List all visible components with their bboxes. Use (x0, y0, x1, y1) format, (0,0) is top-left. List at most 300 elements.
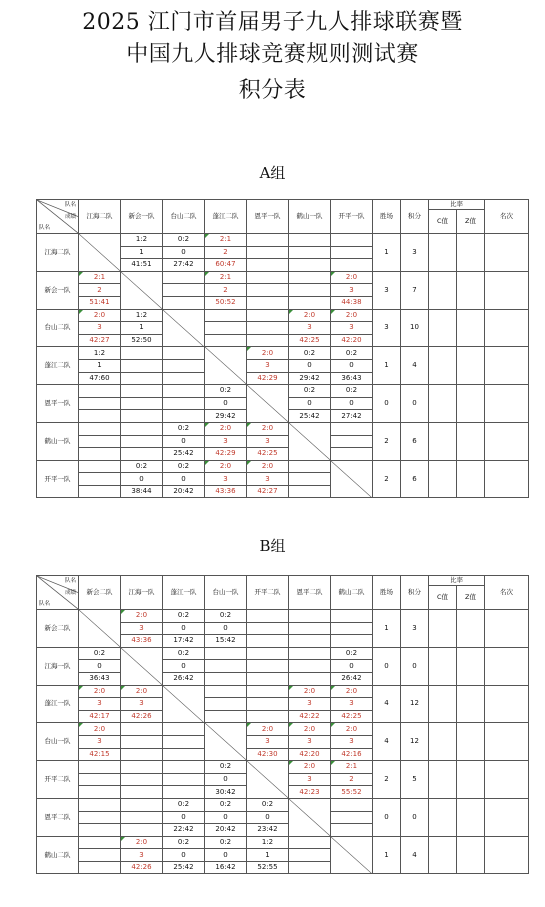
match-result-cell (289, 672, 331, 685)
wins-value: 4 (373, 723, 401, 761)
match-result-cell: 3 (289, 698, 331, 711)
match-result-cell (205, 672, 247, 685)
match-result-cell: 0 (205, 397, 247, 410)
rank-value (485, 761, 529, 799)
column-team-header: 新会二队 (79, 576, 121, 610)
table-row (37, 460, 529, 473)
match-result-cell: 17:42 (163, 635, 205, 648)
table-row (37, 798, 529, 811)
c-value (429, 347, 457, 385)
match-result-cell (289, 836, 331, 849)
match-result-cell: 41:51 (121, 259, 163, 272)
match-result-cell: 42:30 (247, 748, 289, 761)
match-result-cell: 2 (205, 246, 247, 259)
row-team-name: 鹤山一队 (37, 422, 79, 460)
match-result-cell: 1:2 (247, 836, 289, 849)
match-result-cell: 47:60 (79, 372, 121, 385)
table-row (37, 685, 529, 698)
match-result-cell: 2:0 (247, 422, 289, 435)
match-result-cell (289, 610, 331, 623)
match-result-cell: 0:2 (163, 798, 205, 811)
match-result-cell: 0:2 (121, 460, 163, 473)
match-result-cell (205, 647, 247, 660)
match-result-cell (163, 735, 205, 748)
page-title-line3: 积分表 (238, 78, 307, 103)
match-result-cell: 42:27 (247, 485, 289, 498)
match-result-cell: 0:2 (205, 385, 247, 398)
match-result-cell (247, 635, 289, 648)
match-result-cell (79, 836, 121, 849)
wins-value: 4 (373, 685, 401, 723)
match-result-cell (331, 234, 373, 247)
column-team-header: 台山二队 (163, 200, 205, 234)
match-result-cell: 3 (121, 698, 163, 711)
match-result-cell: 23:42 (247, 824, 289, 837)
match-result-cell (331, 610, 373, 623)
match-result-cell: 25:42 (289, 410, 331, 423)
match-result-cell: 2:0 (247, 723, 289, 736)
match-result-cell (121, 824, 163, 837)
match-result-cell: 0 (205, 773, 247, 786)
points-value: 12 (401, 685, 429, 723)
match-result-cell (205, 334, 247, 347)
match-result-cell: 3 (247, 435, 289, 448)
match-result-cell (247, 322, 289, 335)
match-result-cell: 0 (331, 359, 373, 372)
column-team-header: 江海一队 (121, 576, 163, 610)
match-result-cell: 27:42 (331, 410, 373, 423)
z-value (457, 836, 485, 874)
c-value (429, 385, 457, 423)
match-result-cell: 0 (121, 473, 163, 486)
corner-header (37, 576, 79, 610)
match-result-cell: 0 (79, 660, 121, 673)
match-result-cell (79, 773, 121, 786)
diagonal-cell (79, 234, 121, 272)
match-result-cell (79, 422, 121, 435)
match-result-cell: 1 (79, 359, 121, 372)
table-row (37, 836, 529, 849)
match-result-cell: 42:22 (289, 710, 331, 723)
match-result-cell (121, 372, 163, 385)
corner-team-label: 队名 (64, 578, 76, 584)
wins-value: 2 (373, 460, 401, 498)
wins-value: 3 (373, 271, 401, 309)
match-result-cell (121, 385, 163, 398)
wins-value: 0 (373, 798, 401, 836)
rank-value (485, 836, 529, 874)
match-result-cell: 42:29 (205, 448, 247, 461)
rank-value (485, 798, 529, 836)
match-result-cell: 2:1 (79, 271, 121, 284)
match-result-cell (163, 359, 205, 372)
column-team-header: 鹤山二队 (331, 576, 373, 610)
c-value (429, 610, 457, 648)
match-result-cell (247, 271, 289, 284)
match-result-cell (289, 485, 331, 498)
rank-value (485, 347, 529, 385)
match-result-cell (121, 435, 163, 448)
match-result-cell: 2:1 (205, 234, 247, 247)
z-value (457, 685, 485, 723)
match-result-cell: 2:0 (79, 723, 121, 736)
wins-value: 2 (373, 761, 401, 799)
match-result-cell (121, 748, 163, 761)
wins-header: 胜场 (373, 200, 401, 234)
match-result-cell: 2 (205, 284, 247, 297)
wins-value: 0 (373, 647, 401, 685)
points-value: 0 (401, 798, 429, 836)
match-result-cell: 42:20 (289, 748, 331, 761)
match-result-cell: 2:0 (79, 309, 121, 322)
c-value (429, 836, 457, 874)
match-result-cell (121, 786, 163, 799)
match-result-cell (79, 448, 121, 461)
match-result-cell: 0:2 (163, 422, 205, 435)
match-result-cell: 16:42 (205, 861, 247, 874)
match-result-cell: 0 (331, 397, 373, 410)
column-team-header: 开平二队 (247, 576, 289, 610)
match-result-cell (331, 435, 373, 448)
corner-team-label: 队名 (64, 202, 76, 208)
match-result-cell: 25:42 (163, 448, 205, 461)
match-result-cell (163, 385, 205, 398)
match-result-cell: 0:2 (205, 610, 247, 623)
match-result-cell: 1 (121, 322, 163, 335)
match-result-cell: 25:42 (163, 861, 205, 874)
match-result-cell (331, 635, 373, 648)
match-result-cell (289, 234, 331, 247)
match-result-cell: 42:25 (247, 448, 289, 461)
diagonal-cell (247, 385, 289, 423)
match-result-cell (79, 849, 121, 862)
match-result-cell (121, 422, 163, 435)
row-team-name: 恩平一队 (37, 385, 79, 423)
match-result-cell: 0 (331, 660, 373, 673)
match-result-cell: 0 (163, 811, 205, 824)
points-value: 3 (401, 234, 429, 272)
z-value-header: Z值 (457, 210, 485, 234)
c-value (429, 271, 457, 309)
rank-value (485, 685, 529, 723)
match-result-cell: 0 (163, 849, 205, 862)
wins-header: 胜场 (373, 576, 401, 610)
c-value (429, 309, 457, 347)
diagonal-cell (79, 610, 121, 648)
match-result-cell: 42:17 (79, 710, 121, 723)
match-result-cell (205, 685, 247, 698)
z-value (457, 234, 485, 272)
wins-value: 1 (373, 347, 401, 385)
match-result-cell: 3 (331, 735, 373, 748)
rank-value (485, 647, 529, 685)
table-row (37, 271, 529, 284)
match-result-cell: 0:2 (205, 836, 247, 849)
row-team-name: 台山一队 (37, 723, 79, 761)
match-result-cell: 38:44 (121, 485, 163, 498)
match-result-cell (121, 735, 163, 748)
match-result-cell: 2:0 (289, 761, 331, 774)
match-result-cell: 0:2 (163, 836, 205, 849)
match-result-cell: 3 (205, 435, 247, 448)
points-value: 5 (401, 761, 429, 799)
match-result-cell: 2:0 (121, 610, 163, 623)
z-value (457, 610, 485, 648)
row-team-name: 新会二队 (37, 610, 79, 648)
match-result-cell: 1 (121, 246, 163, 259)
points-value: 3 (401, 610, 429, 648)
group-b-heading: B组 (259, 537, 286, 555)
match-result-cell: 55:52 (331, 786, 373, 799)
match-result-cell: 43:36 (121, 635, 163, 648)
match-result-cell (163, 761, 205, 774)
c-value (429, 460, 457, 498)
match-result-cell (331, 259, 373, 272)
match-result-cell (247, 284, 289, 297)
c-value-header: C值 (429, 586, 457, 610)
match-result-cell: 2:0 (289, 309, 331, 322)
rank-value (485, 460, 529, 498)
match-result-cell (331, 448, 373, 461)
match-result-cell: 0 (163, 246, 205, 259)
match-result-cell (121, 761, 163, 774)
group-b-standings-table (36, 575, 529, 874)
match-result-cell (205, 710, 247, 723)
match-result-cell (121, 773, 163, 786)
z-value (457, 385, 485, 423)
rank-value (485, 309, 529, 347)
match-result-cell: 20:42 (163, 485, 205, 498)
row-team-name: 开平一队 (37, 460, 79, 498)
match-result-cell: 42:23 (289, 786, 331, 799)
column-team-header: 蓬江二队 (205, 200, 247, 234)
column-team-header: 蓬江一队 (163, 576, 205, 610)
points-value: 6 (401, 422, 429, 460)
match-result-cell (163, 372, 205, 385)
match-result-cell (163, 410, 205, 423)
column-team-header: 新会一队 (121, 200, 163, 234)
match-result-cell (163, 347, 205, 360)
match-result-cell: 2:0 (205, 422, 247, 435)
wins-value: 3 (373, 309, 401, 347)
match-result-cell: 0 (289, 359, 331, 372)
match-result-cell: 0:2 (331, 385, 373, 398)
page-title-line2: 中国九人排球竞赛规则测试赛 (126, 42, 419, 67)
match-result-cell: 27:42 (163, 259, 205, 272)
match-result-cell: 2:0 (247, 347, 289, 360)
match-result-cell: 26:42 (331, 672, 373, 685)
ratio-header: 比率 (429, 576, 485, 586)
table-row (37, 610, 529, 623)
match-result-cell: 42:27 (79, 334, 121, 347)
match-result-cell: 3 (331, 284, 373, 297)
match-result-cell: 3 (247, 735, 289, 748)
match-result-cell: 3 (289, 735, 331, 748)
match-result-cell (247, 622, 289, 635)
match-result-cell: 3 (247, 359, 289, 372)
match-result-cell: 0:2 (205, 798, 247, 811)
match-result-cell (121, 410, 163, 423)
match-result-cell: 0:2 (289, 385, 331, 398)
match-result-cell (163, 271, 205, 284)
diagonal-cell (331, 836, 373, 874)
rank-header: 名次 (485, 200, 529, 234)
match-result-cell: 0:2 (163, 460, 205, 473)
match-result-cell (289, 460, 331, 473)
match-result-cell (289, 296, 331, 309)
match-result-cell (205, 309, 247, 322)
match-result-cell: 30:42 (205, 786, 247, 799)
points-header: 积分 (401, 576, 429, 610)
rank-value (485, 422, 529, 460)
match-result-cell: 3 (121, 849, 163, 862)
match-result-cell (163, 748, 205, 761)
match-result-cell: 42:29 (247, 372, 289, 385)
c-value (429, 234, 457, 272)
row-team-name: 蓬江一队 (37, 685, 79, 723)
match-result-cell: 3 (331, 322, 373, 335)
rank-value (485, 723, 529, 761)
corner-team-label-row: 队名 (39, 225, 51, 231)
match-result-cell: 29:42 (205, 410, 247, 423)
wins-value: 2 (373, 422, 401, 460)
match-result-cell (163, 296, 205, 309)
points-value: 4 (401, 347, 429, 385)
wins-value: 1 (373, 836, 401, 874)
points-value: 0 (401, 385, 429, 423)
column-team-header: 台山一队 (205, 576, 247, 610)
z-value (457, 347, 485, 385)
match-result-cell: 2:0 (289, 685, 331, 698)
match-result-cell: 52:55 (247, 861, 289, 874)
match-result-cell: 0 (163, 622, 205, 635)
points-value: 4 (401, 836, 429, 874)
match-result-cell (247, 660, 289, 673)
match-result-cell (163, 786, 205, 799)
corner-team-label-row: 队名 (39, 601, 51, 607)
rank-value (485, 271, 529, 309)
match-result-cell: 0 (205, 622, 247, 635)
match-result-cell (163, 284, 205, 297)
points-value: 10 (401, 309, 429, 347)
match-result-cell: 42:16 (331, 748, 373, 761)
match-result-cell: 2:0 (121, 836, 163, 849)
wins-value: 1 (373, 610, 401, 648)
match-result-cell (247, 685, 289, 698)
match-result-cell: 0:2 (331, 347, 373, 360)
match-result-cell: 0:2 (163, 647, 205, 660)
match-result-cell (247, 246, 289, 259)
table-row (37, 309, 529, 322)
match-result-cell (79, 485, 121, 498)
match-result-cell: 26:42 (163, 672, 205, 685)
row-team-name: 江海一队 (37, 647, 79, 685)
match-result-cell: 0 (163, 660, 205, 673)
points-header: 积分 (401, 200, 429, 234)
match-result-cell: 1 (247, 849, 289, 862)
match-result-cell: 52:50 (121, 334, 163, 347)
match-result-cell: 42:20 (331, 334, 373, 347)
match-result-cell (289, 660, 331, 673)
match-result-cell (289, 246, 331, 259)
group-a-heading: A组 (259, 164, 286, 182)
match-result-cell: 15:42 (205, 635, 247, 648)
match-result-cell: 0 (289, 397, 331, 410)
match-result-cell: 2:1 (331, 761, 373, 774)
diagonal-cell (247, 761, 289, 799)
match-result-cell (121, 798, 163, 811)
row-team-name: 蓬江二队 (37, 347, 79, 385)
rank-header: 名次 (485, 576, 529, 610)
table-row (37, 347, 529, 360)
match-result-cell: 2:0 (79, 685, 121, 698)
match-result-cell (163, 773, 205, 786)
c-value (429, 723, 457, 761)
match-result-cell (79, 435, 121, 448)
match-result-cell (121, 448, 163, 461)
match-result-cell (121, 723, 163, 736)
corner-result-label: 成绩 (64, 590, 76, 596)
match-result-cell: 3 (121, 622, 163, 635)
match-result-cell: 0 (163, 435, 205, 448)
z-value (457, 761, 485, 799)
rank-value (485, 385, 529, 423)
match-result-cell (79, 786, 121, 799)
match-result-cell: 3 (331, 698, 373, 711)
wins-value: 1 (373, 234, 401, 272)
table-row (37, 234, 529, 247)
match-result-cell: 36:43 (79, 672, 121, 685)
rank-value (485, 610, 529, 648)
match-result-cell: 1:2 (79, 347, 121, 360)
c-value (429, 798, 457, 836)
match-result-cell (205, 660, 247, 673)
match-result-cell (331, 422, 373, 435)
match-result-cell: 3 (79, 322, 121, 335)
match-result-cell: 3 (289, 773, 331, 786)
corner-header (37, 200, 79, 234)
column-team-header: 恩平二队 (289, 576, 331, 610)
row-team-name: 江海二队 (37, 234, 79, 272)
c-value (429, 761, 457, 799)
table-row (37, 723, 529, 736)
group-a-standings-table (36, 199, 529, 498)
match-result-cell: 22:42 (163, 824, 205, 837)
match-result-cell: 0:2 (205, 761, 247, 774)
match-result-cell: 36:43 (331, 372, 373, 385)
match-result-cell: 42:25 (331, 710, 373, 723)
table-row (37, 761, 529, 774)
page-title-line1: 2025 江门市首届男子九人排球联赛暨 (82, 10, 463, 35)
match-result-cell: 51:41 (79, 296, 121, 309)
column-team-header: 恩平一队 (247, 200, 289, 234)
match-result-cell (247, 610, 289, 623)
match-result-cell (289, 271, 331, 284)
diagonal-cell (205, 347, 247, 385)
table-row (37, 385, 529, 398)
match-result-cell (247, 334, 289, 347)
match-result-cell (289, 861, 331, 874)
ratio-header: 比率 (429, 200, 485, 210)
c-value (429, 685, 457, 723)
match-result-cell: 0:2 (289, 347, 331, 360)
row-team-name: 开平二队 (37, 761, 79, 799)
match-result-cell: 0:2 (163, 234, 205, 247)
match-result-cell: 3 (247, 473, 289, 486)
match-result-cell (247, 259, 289, 272)
c-value-header: C值 (429, 210, 457, 234)
z-value (457, 723, 485, 761)
